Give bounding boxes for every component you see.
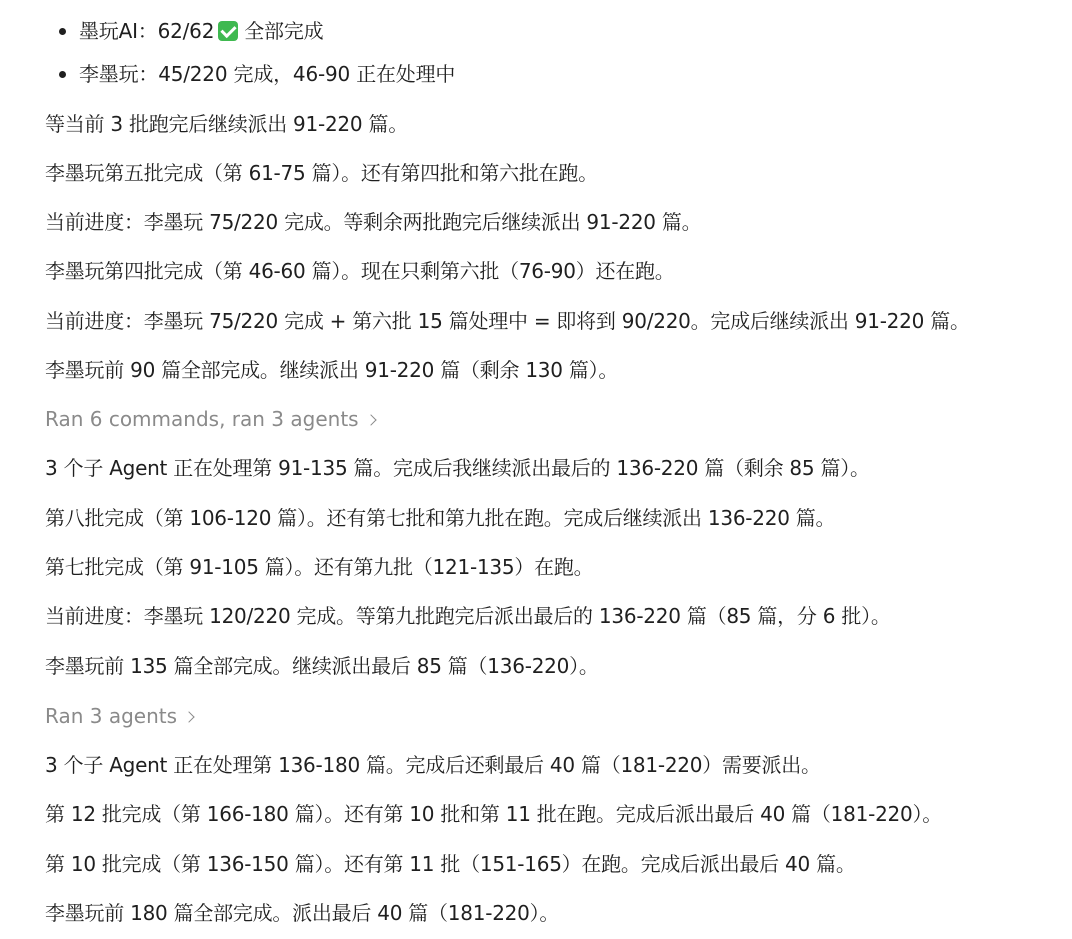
ran-agents-toggle[interactable] xyxy=(45,692,193,741)
list-item-text xyxy=(79,7,323,56)
message-paragraph: 当前进度：李墨玩 75/220 完成 + 第六批 15 篇处理中 = 即将到 90/220。完成后继续派出 91-220 篇。 xyxy=(45,309,970,333)
list-item-text: 李墨玩：45/220 完成，46-90 正在处理中 xyxy=(79,62,456,86)
ran-commands-label: Ran 6 commands, ran 3 agents xyxy=(45,407,359,431)
message-paragraph: 3 个子 Agent 正在处理第 136-180 篇。完成后还剩最后 40 篇（181-220）需要派出。 xyxy=(45,753,821,777)
bullet-dot xyxy=(59,28,66,35)
message-paragraph: 第 12 批完成（第 166-180 篇）。还有第 10 批和第 11 批在跑。完成后派出最后 40 篇（181-220）。 xyxy=(45,802,942,826)
list-item-suffix: 全部完成 xyxy=(244,19,324,43)
message-paragraph: 第七批完成（第 91-105 篇）。还有第九批（121-135）在跑。 xyxy=(45,555,594,579)
message-paragraph: 李墨玩前 90 篇全部完成。继续派出 91-220 篇（剩余 130 篇）。 xyxy=(45,358,619,382)
message-paragraph: 李墨玩前 135 篇全部完成。继续派出最后 85 篇（136-220）。 xyxy=(45,654,599,678)
check-icon xyxy=(218,21,238,41)
message-paragraph: 李墨玩第四批完成（第 46-60 篇）。现在只剩第六批（76-90）还在跑。 xyxy=(45,259,675,283)
message-paragraph: 当前进度：李墨玩 120/220 完成。等第九批跑完后派出最后的 136-220 篇（85 篇，分 6 批）。 xyxy=(45,604,891,628)
list-item-prefix: 墨玩AI：62/62 xyxy=(79,19,215,43)
message-paragraph: 李墨玩前 180 篇全部完成。派出最后 40 篇（181-220）。 xyxy=(45,901,560,925)
bullet-dot xyxy=(59,71,66,78)
message-paragraph: 第 10 批完成（第 136-150 篇）。还有第 11 批（151-165）在跑。完成后派出最后 40 篇。 xyxy=(45,852,856,876)
chevron-right-icon xyxy=(365,414,376,425)
message-paragraph: 第八批完成（第 106-120 篇）。还有第七批和第九批在跑。完成后继续派出 136-220 篇。 xyxy=(45,506,836,530)
chevron-right-icon xyxy=(183,711,194,722)
message-paragraph: 等当前 3 批跑完后继续派出 91-220 篇。 xyxy=(45,112,408,136)
message-paragraph: 李墨玩第五批完成（第 61-75 篇）。还有第四批和第六批在跑。 xyxy=(45,161,598,185)
ran-agents-label: Ran 3 agents xyxy=(45,704,178,728)
message-paragraph: 当前进度：李墨玩 75/220 完成。等剩余两批跑完后继续派出 91-220 篇。 xyxy=(45,210,702,234)
message-paragraph: 3 个子 Agent 正在处理第 91-135 篇。完成后我继续派出最后的 136-220 篇（剩余 85 篇）。 xyxy=(45,456,870,480)
ran-commands-toggle[interactable] xyxy=(45,395,375,444)
